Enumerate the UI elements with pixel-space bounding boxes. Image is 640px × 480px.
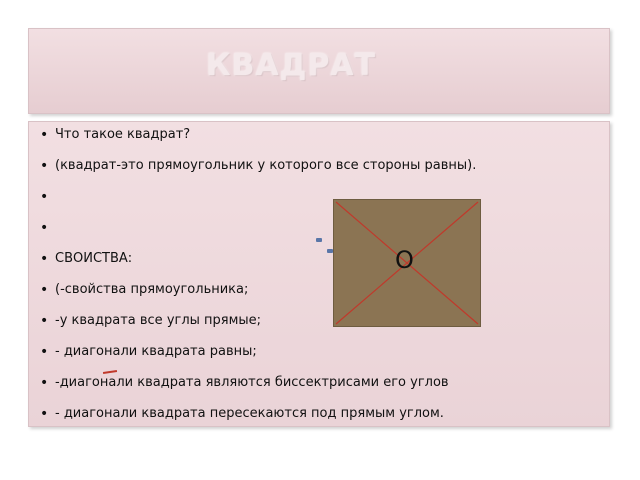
slide-title: КВАДРАТ bbox=[206, 48, 376, 83]
center-point-label: O bbox=[395, 246, 414, 274]
bullet-item: • (-свойства прямоугольника; bbox=[40, 279, 476, 310]
bullet-item: • Что такое квадрат? bbox=[40, 124, 476, 155]
selection-handle[interactable] bbox=[316, 238, 322, 242]
bullet-item: • -диагонали квадрата являются биссектрисами его углов bbox=[40, 372, 476, 403]
bullet-item: • - диагонали квадрата равны; bbox=[40, 341, 476, 372]
bullet-item: • СВОИСТВА: bbox=[40, 248, 476, 279]
bullet-item: • (квадрат-это прямоугольник у которого все стороны равны). bbox=[40, 155, 476, 186]
bullet-item: • - диагонали квадрата пересекаются под прямым углом. bbox=[40, 403, 476, 434]
bullet-item: • -у квадрата все углы прямые; bbox=[40, 310, 476, 341]
